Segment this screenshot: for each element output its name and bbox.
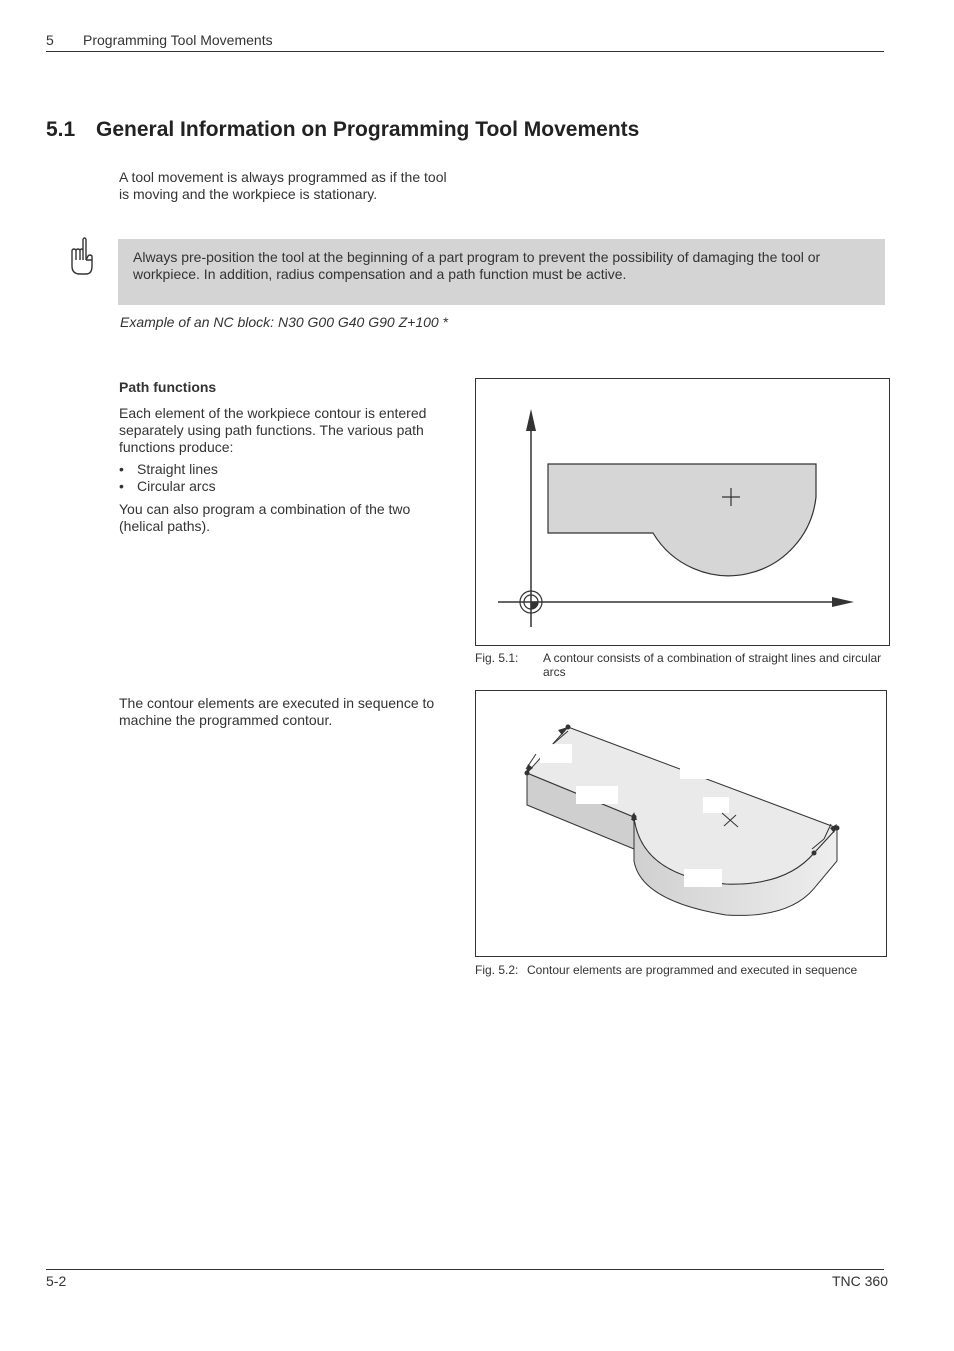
- label-box: [703, 797, 729, 813]
- figure-5-1: [475, 378, 890, 646]
- x-axis: [498, 597, 854, 607]
- y-axis: [526, 409, 536, 627]
- label-box: [540, 744, 572, 763]
- path-functions-paragraph: Each element of the workpiece contour is entered separately using path functions. The various path functions produce:: [119, 405, 427, 455]
- figure-5-1-label: Fig. 5.1:: [475, 651, 519, 665]
- path-functions-after: You can also program a combination of the two (helical paths).: [119, 501, 411, 534]
- section-title: [46, 118, 639, 142]
- pointing-hand-icon: [66, 236, 96, 276]
- contour-shape: [548, 464, 816, 576]
- footer-rule: [46, 1269, 884, 1270]
- label-box: [576, 786, 618, 804]
- figure-5-2: [475, 690, 887, 957]
- path-functions-list: [119, 461, 449, 495]
- list-item: • Straight lines: [119, 461, 449, 478]
- label-box: [684, 869, 722, 887]
- label-box: [680, 765, 710, 779]
- section-number: 5.1: [46, 118, 76, 141]
- figure-5-1-caption: A contour consists of a combination of straight lines and circular arcs: [543, 651, 882, 679]
- header-chapter-title: Programming Tool Movements: [83, 32, 273, 48]
- intro-text: A tool movement is always programmed as if the tool is moving and the workpiece is stationary.: [119, 169, 447, 202]
- footer-product: TNC 360: [831, 1273, 888, 1289]
- note-box: [118, 239, 885, 305]
- note-text: Always pre-position the tool at the beginning of a part program to prevent the possibility of damaging the tool or workpiece. In addition, radius compensation and a path function must be active.: [133, 249, 821, 282]
- path-functions-heading: Path functions: [119, 379, 217, 395]
- example-nc-block: Example of an NC block: N30 G00 G40 G90 Z+100 *: [120, 314, 449, 330]
- figure-5-1-drawing: [476, 379, 889, 645]
- sequence-text: The contour elements are executed in sequence to machine the programmed contour.: [119, 695, 435, 728]
- header-rule: [46, 51, 884, 52]
- header-chapter-number: 5: [46, 32, 54, 48]
- figure-5-2-label: Fig. 5.2:: [475, 963, 519, 977]
- footer-page-number: 5-2: [46, 1273, 67, 1289]
- figure-5-2-caption: Contour elements are programmed and executed in sequence: [527, 963, 858, 977]
- section-title-text: General Information on Programming Tool Movements: [96, 118, 640, 141]
- list-item: • Circular arcs: [119, 478, 449, 495]
- figure-5-2-drawing: [476, 691, 886, 956]
